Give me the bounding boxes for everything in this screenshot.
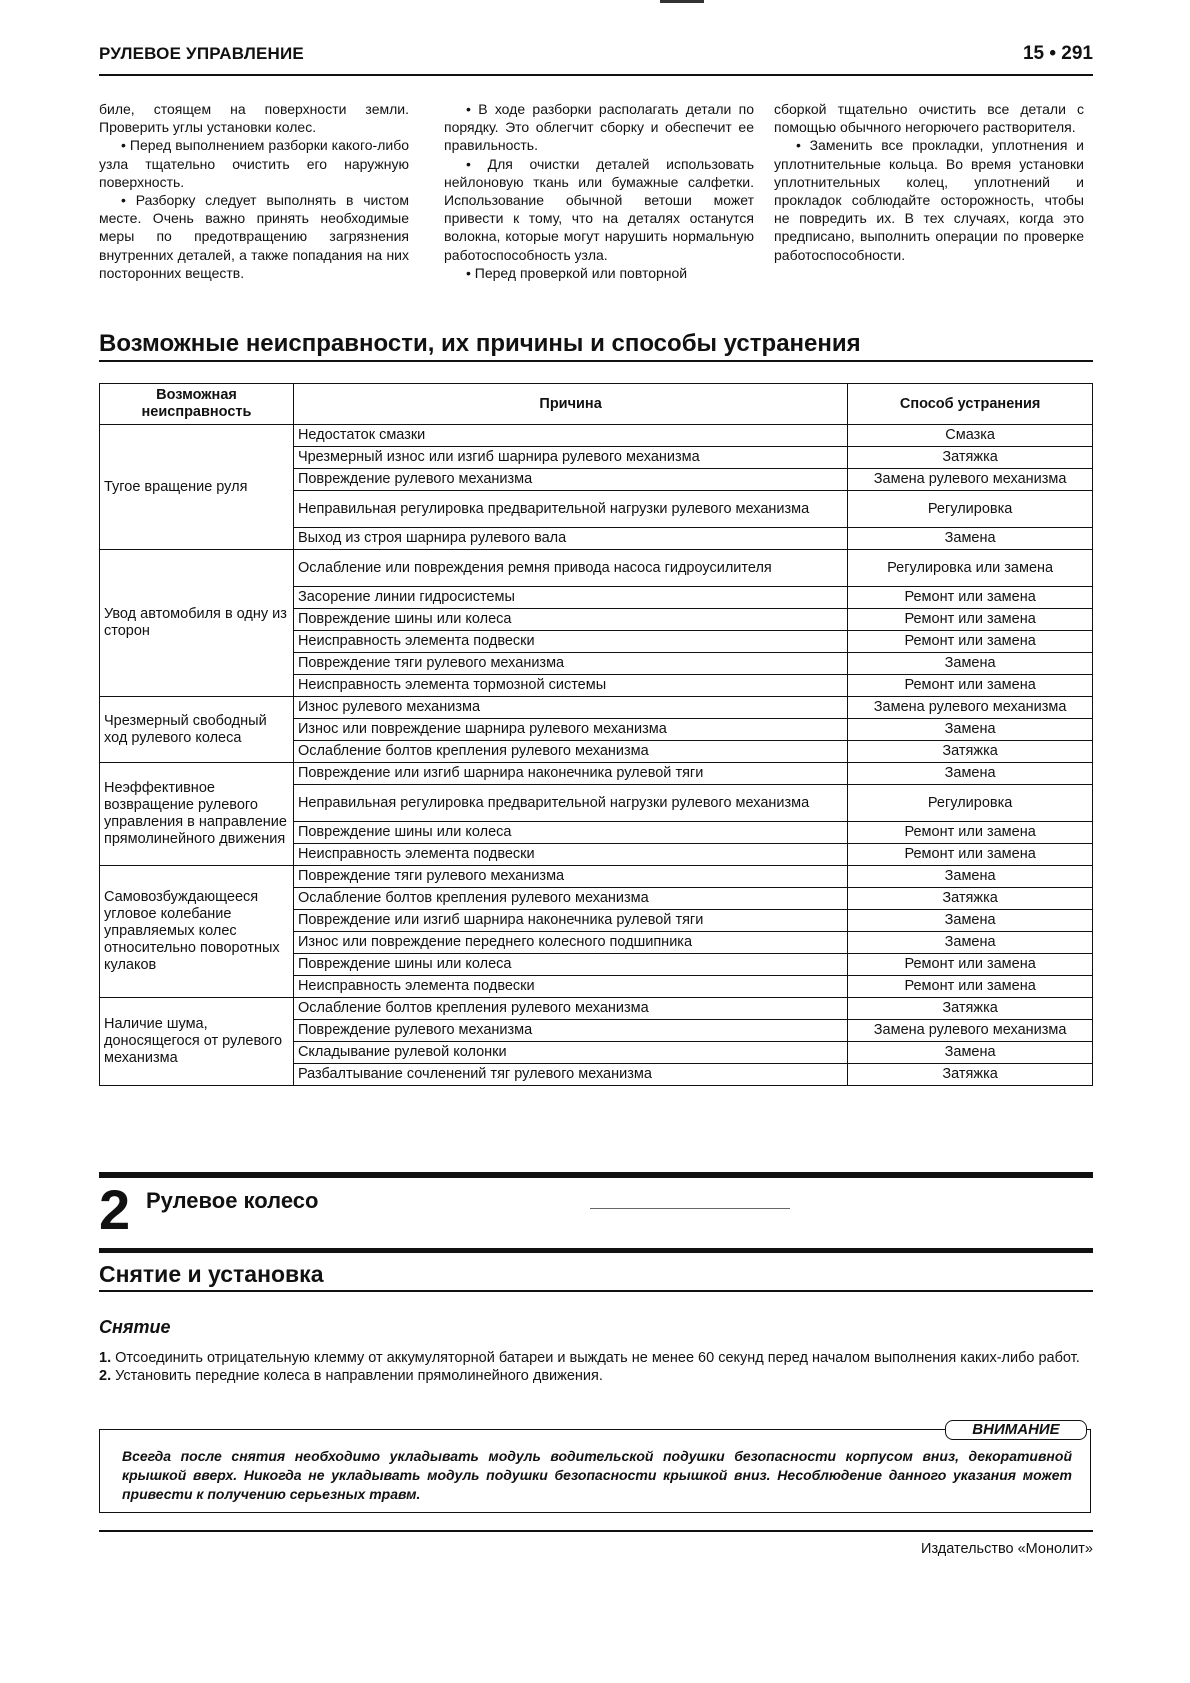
intro-columns [99,100,1093,310]
fix-cell: Замена [848,1042,1093,1064]
column-header-cause: Причина [293,384,847,425]
section-rule [99,1248,1093,1253]
cause-cell: Ослабление болтов крепления рулевого механизма [293,741,847,763]
fault-cell: Неэффективное возвращение рулевого управления в направление прямолинейного движения [100,763,294,866]
cause-cell: Износ или повреждение переднего колесного подшипника [293,932,847,954]
fault-cell: Наличие шума, доносящегося от рулевого механизма [100,998,294,1086]
column-header-fault: Возможная неисправность [100,384,294,425]
step-text: Установить передние колеса в направлении прямолинейного движения. [115,1368,603,1384]
faults-table-body [100,425,1093,1086]
fix-cell: Регулировка [848,785,1093,822]
faults-table [99,383,1093,1086]
fault-cell: Самовозбуждающееся угловое колебание управляемых колес относительно поворотных кулаков [100,866,294,998]
section-title: Рулевое колесо [146,1188,319,1213]
faults-heading: Возможные неисправности, их причины и способы устранения [99,330,1093,362]
fix-cell: Замена [848,528,1093,550]
cause-cell: Износ или повреждение шарнира рулевого механизма [293,719,847,741]
cause-cell: Износ рулевого механизма [293,697,847,719]
fix-cell: Затяжка [848,888,1093,910]
fix-cell: Замена [848,932,1093,954]
fault-cell: Увод автомобиля в одну из сторон [100,550,294,697]
cause-cell: Ослабление болтов крепления рулевого механизма [293,998,847,1020]
intro-column-1 [99,100,409,282]
intro-paragraph: биле, стоящем на поверхности земли. Проверить углы установки колес. [99,101,409,136]
footer-rule [99,1530,1093,1532]
fix-cell: Замена [848,653,1093,675]
cause-cell: Повреждение шины или колеса [293,822,847,844]
fix-cell: Замена [848,763,1093,785]
fix-cell: Замена [848,910,1093,932]
intro-column-2 [444,100,754,282]
intro-column-3 [774,100,1084,264]
cause-cell: Складывание рулевой колонки [293,1042,847,1064]
fault-cell: Чрезмерный свободный ход рулевого колеса [100,697,294,763]
step-item [99,1367,1093,1385]
fix-cell: Замена рулевого механизма [848,697,1093,719]
table-header-row [100,384,1093,425]
section-rule [99,1172,1093,1178]
divider [590,1208,790,1209]
intro-paragraph: • Перед проверкой или повторной [466,264,688,281]
table-row [100,550,1093,587]
page-number: 15 • 291 [1022,43,1093,64]
fix-cell: Замена [848,719,1093,741]
cause-cell: Повреждение рулевого механизма [293,469,847,491]
cause-cell: Повреждение шины или колеса [293,954,847,976]
procedure-steps [99,1349,1093,1385]
page-top-mark [660,0,704,3]
fix-cell: Замена рулевого механизма [848,469,1093,491]
intro-paragraph: сборкой тщательно очистить все детали с помощью обычного негорючего растворителя. [774,101,1084,136]
section-number: 2 [99,1178,131,1241]
fix-cell: Ремонт или замена [848,976,1093,998]
cause-cell: Повреждение рулевого механизма [293,1020,847,1042]
publisher-footer: Издательство «Монолит» [921,1541,1093,1557]
cause-cell: Неисправность элемента подвески [293,976,847,998]
cause-cell: Выход из строя шарнира рулевого вала [293,528,847,550]
fault-cell: Тугое вращение руля [100,425,294,550]
fix-cell: Смазка [848,425,1093,447]
intro-paragraph: • Заменить все прокладки, уплотнения и уплотнительные кольца. Во время установки уплотнительных колец, уплотнений и прокладок соблюдайте осторожность, чтобы не повредить их. В тех случаях, когда это предписано, выполнить операции по проверке работоспособности. [774,137,1084,263]
warning-label: ВНИМАНИЕ [945,1420,1087,1440]
procedure-heading: Снятие [99,1317,171,1337]
cause-cell: Повреждение тяги рулевого механизма [293,866,847,888]
fix-cell: Регулировка или замена [848,550,1093,587]
table-row [100,697,1093,719]
cause-cell: Ослабление или повреждения ремня привода насоса гидроусилителя [293,550,847,587]
table-row [100,866,1093,888]
cause-cell: Недостаток смазки [293,425,847,447]
fix-cell: Ремонт или замена [848,631,1093,653]
fix-cell: Затяжка [848,998,1093,1020]
intro-paragraph: • Для очистки деталей использовать нейлоновую ткань или бумажные салфетки. Использование обычной ветоши может привести к тому, что на деталях останутся волокна, которые могут нарушить нормальную работоспособность узла. [444,155,754,263]
step-text: Отсоединить отрицательную клемму от аккумуляторной батареи и выждать не менее 60 секунд перед началом выполнения каких-либо работ. [115,1350,1080,1366]
fix-cell: Ремонт или замена [848,675,1093,697]
cause-cell: Ослабление болтов крепления рулевого механизма [293,888,847,910]
cause-cell: Повреждение или изгиб шарнира наконечника рулевой тяги [293,910,847,932]
table-row [100,998,1093,1020]
fix-cell: Ремонт или замена [848,844,1093,866]
warning-box [99,1429,1091,1513]
cause-cell: Разбалтывание сочленений тяг рулевого механизма [293,1064,847,1086]
page-header [99,40,1093,76]
cause-cell: Неправильная регулировка предварительной нагрузки рулевого механизма [293,491,847,528]
cause-cell: Неисправность элемента тормозной системы [293,675,847,697]
cause-cell: Неправильная регулировка предварительной нагрузки рулевого механизма [293,785,847,822]
intro-paragraph: • В ходе разборки располагать детали по порядку. Это облегчит сборку и обеспечит ее правильность. [444,101,754,154]
cause-cell: Неисправность элемента подвески [293,631,847,653]
fix-cell: Затяжка [848,447,1093,469]
cause-cell: Засорение линии гидросистемы [293,587,847,609]
fix-cell: Замена рулевого механизма [848,1020,1093,1042]
intro-paragraph: • Перед выполнением разборки какого-либо узла тщательно очистить его наружную поверхность. [99,137,409,190]
section-running-title: РУЛЕВОЕ УПРАВЛЕНИЕ [99,44,304,63]
table-row [100,425,1093,447]
fix-cell: Ремонт или замена [848,609,1093,631]
fix-cell: Регулировка [848,491,1093,528]
cause-cell: Повреждение шины или колеса [293,609,847,631]
intro-paragraph: • Разборку следует выполнять в чистом месте. Очень важно принять необходимые меры по предотвращению загрязнения внутренних деталей, а также попадания на них посторонних веществ. [99,192,409,281]
cause-cell: Неисправность элемента подвески [293,844,847,866]
column-header-fix: Способ устранения [848,384,1093,425]
step-number: 2. [99,1368,112,1384]
subsection-heading: Снятие и установка [99,1260,1093,1292]
fix-cell: Ремонт или замена [848,954,1093,976]
fix-cell: Замена [848,866,1093,888]
fix-cell: Ремонт или замена [848,822,1093,844]
cause-cell: Чрезмерный износ или изгиб шарнира рулевого механизма [293,447,847,469]
fix-cell: Затяжка [848,1064,1093,1086]
cause-cell: Повреждение или изгиб шарнира наконечника рулевой тяги [293,763,847,785]
step-number: 1. [99,1350,112,1366]
step-item [99,1349,1093,1367]
fix-cell: Ремонт или замена [848,587,1093,609]
warning-text: Всегда после снятия необходимо укладывать модуль водительской подушки безопасности корпусом вниз, декоративной крышкой вверх. Никогда не укладывать модуль подушки безопасности крышкой вниз. Несоблюдение данного указания может привести к получению серьезных травм. [122,1448,1072,1502]
table-row [100,763,1093,785]
cause-cell: Повреждение тяги рулевого механизма [293,653,847,675]
fix-cell: Затяжка [848,741,1093,763]
